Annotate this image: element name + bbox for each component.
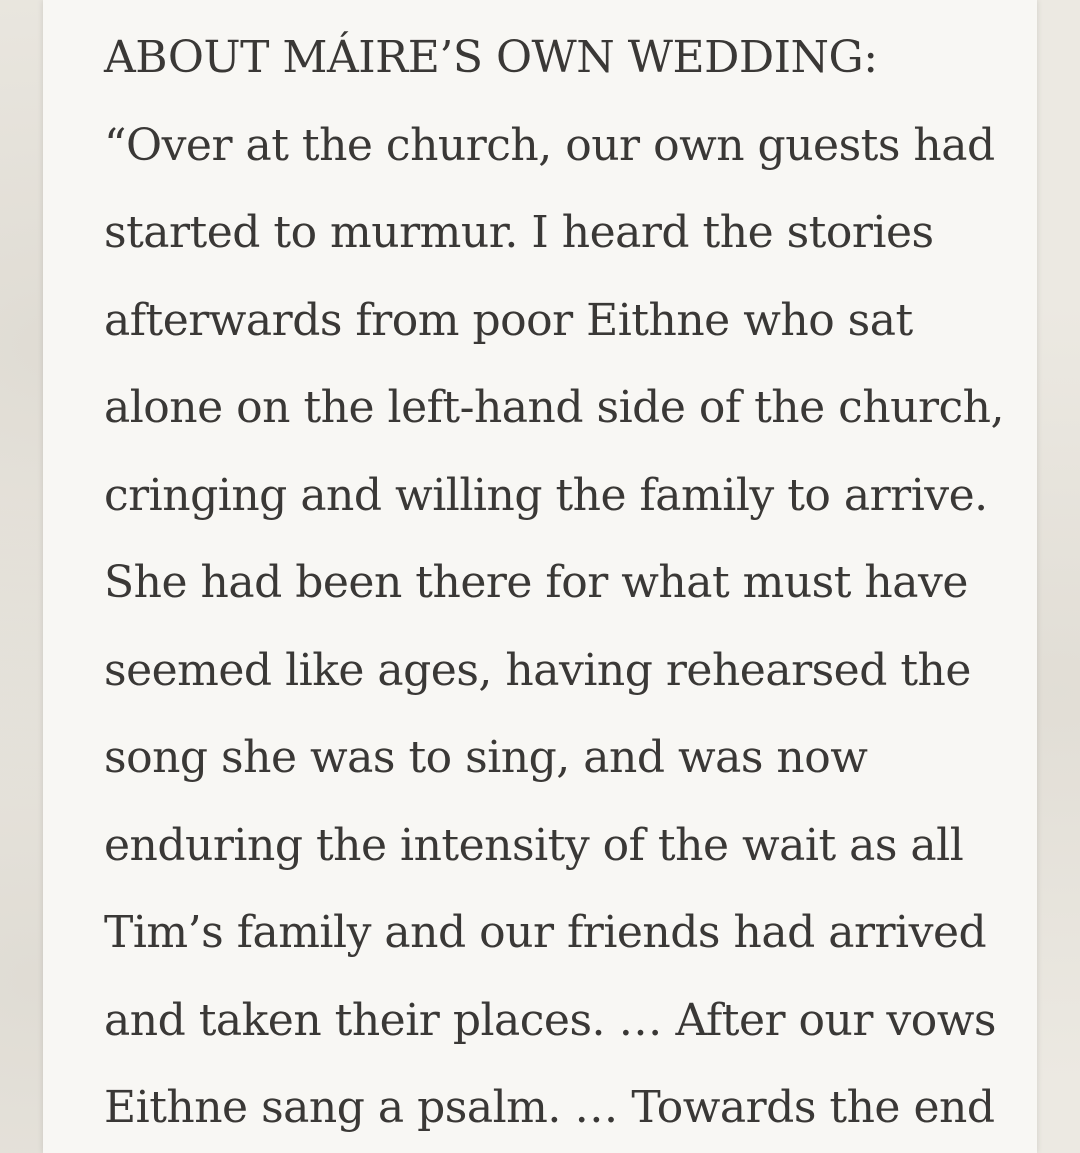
article-text bbox=[104, 14, 1004, 1152]
text-line: started to murmur. I heard the stories bbox=[104, 207, 934, 258]
text-line: She had been there for what must have bbox=[104, 557, 968, 608]
text-line: and taken their places. … After our vows bbox=[104, 994, 996, 1046]
text-line: seemed like ages, having rehearsed the bbox=[104, 644, 971, 696]
text-line: song she was to sing, and was now bbox=[104, 732, 868, 783]
text-line: afterwards from poor Eithne who sat bbox=[104, 294, 913, 346]
text-line: cringing and willing the family to arrive. bbox=[104, 469, 988, 521]
text-line: “Over at the church, our own guests had bbox=[104, 119, 995, 171]
text-line: enduring the intensity of the wait as all bbox=[104, 819, 964, 871]
text-line: Tim’s family and our friends had arrived bbox=[104, 907, 987, 958]
heading-line: ABOUT MÁIRE’S OWN WEDDING: bbox=[104, 32, 878, 83]
text-line: Eithne sang a psalm. … Towards the end bbox=[104, 1082, 995, 1133]
text-line: alone on the left-hand side of the church, bbox=[104, 382, 1004, 433]
